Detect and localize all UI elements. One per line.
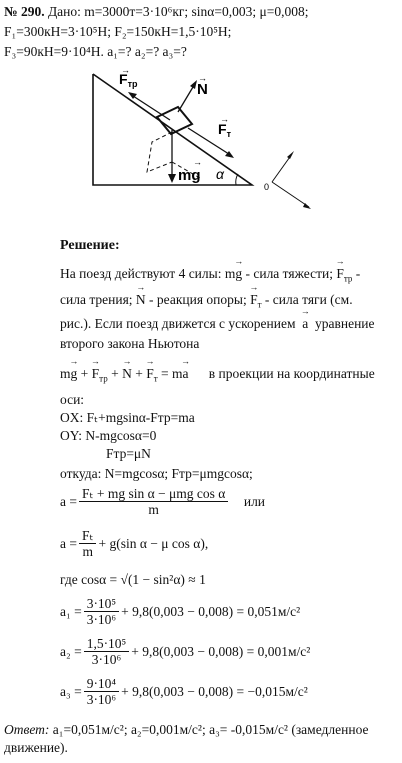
solution-para-2: сила трения; → N - реакция опоры; → $F_т$ - сила тяги (см. xyxy=(60,292,353,313)
label-alpha: α xyxy=(216,166,224,182)
problem-number: № 290. xyxy=(4,4,45,19)
label-normal: N xyxy=(197,81,208,98)
alpha-arc xyxy=(236,174,238,185)
result-a1: a₁ = $\frac{\text{3·10⁵}}{\text{3·10⁶}}$ + 9,8(0,003 − 0,008) = 0,051м/с² xyxy=(60,596,301,627)
label-mg: mg xyxy=(178,167,201,184)
incline-diagram xyxy=(0,62,402,262)
projection-dashes xyxy=(147,132,172,172)
result-a2: a₂ = $\frac{\text{1,5·10⁵}}{\text{3·10⁶}}$ + 9,8(0,003 − 0,008) = 0,001м/с² xyxy=(60,636,311,667)
svg-text:→: → xyxy=(220,114,229,124)
answer-line-2: движение). xyxy=(4,740,68,755)
eq-whence: откуда: N=mgcosα; Fтр=μmgcosα; xyxy=(60,466,253,481)
eq-ftr: Fтр=μN xyxy=(106,446,151,461)
newton-equation: m→ g + → $F_{тр}$ + → N + → $F_т = m\to a$ в проекции на координатные xyxy=(60,366,375,387)
given-line-2: F₁=300кН=3·10⁵Н; F₂=150кН=1,5·10⁵Н; xyxy=(4,24,232,39)
eq-ox: OX: Fₜ+mgsinα-Fтр=ma xyxy=(60,410,195,425)
problem-header xyxy=(4,4,308,20)
formula-a-general: a = $\frac{\text{Fₜ + mg sin α − μmg cos α}}{m}$ или xyxy=(60,486,266,517)
axes-label: оси: xyxy=(60,392,85,407)
solution-para-1: На поезд действуют 4 силы: m→ g - сила тяжести; → $F_{тр}$ - xyxy=(60,266,360,287)
svg-text:→: → xyxy=(121,65,130,75)
given-line-3: F₃=90кН=9·10⁴Н. a₁=? a₂=? a₃=? xyxy=(4,44,187,59)
label-thrust: $F_т$ xyxy=(218,121,231,139)
label-friction: $F_{тр}$ xyxy=(119,71,138,89)
result-a3: a₃ = $\frac{\text{9·10⁴}}{\text{3·10⁶}}$ + 9,8(0,003 − 0,008) = −0,015м/с² xyxy=(60,676,308,707)
answer-text: a₁=0,051м/с²; a₂=0,001м/с²; a₃= -0,015м/с² (замедленное xyxy=(52,722,369,737)
answer-label: Ответ: xyxy=(4,722,50,737)
svg-text:→: → xyxy=(193,157,202,167)
cos-approx: где cosα = √(1 − sin²α) ≈ 1 xyxy=(60,572,206,587)
solution-para-3: рис.). Если поезд движется с ускорением → a уравнение xyxy=(60,316,375,332)
solution-heading: Решение: xyxy=(60,238,120,253)
svg-text:→: → xyxy=(198,73,207,83)
label-origin: 0 xyxy=(264,182,270,192)
answer-line xyxy=(4,722,369,738)
given-line-1: Дано: m=3000т=3·10⁶кг; sinα=0,003; μ=0,008; xyxy=(47,4,309,19)
solution-para-4: второго закона Ньютона xyxy=(60,336,200,351)
formula-a-simplified: a = $\frac{\text{Fₜ}}{m}$ + g(sin α − μ cos α), xyxy=(60,528,209,559)
friction-arrow xyxy=(130,94,170,120)
eq-oy: OY: N-mgcosα=0 xyxy=(60,428,157,443)
axis-x xyxy=(272,182,309,207)
